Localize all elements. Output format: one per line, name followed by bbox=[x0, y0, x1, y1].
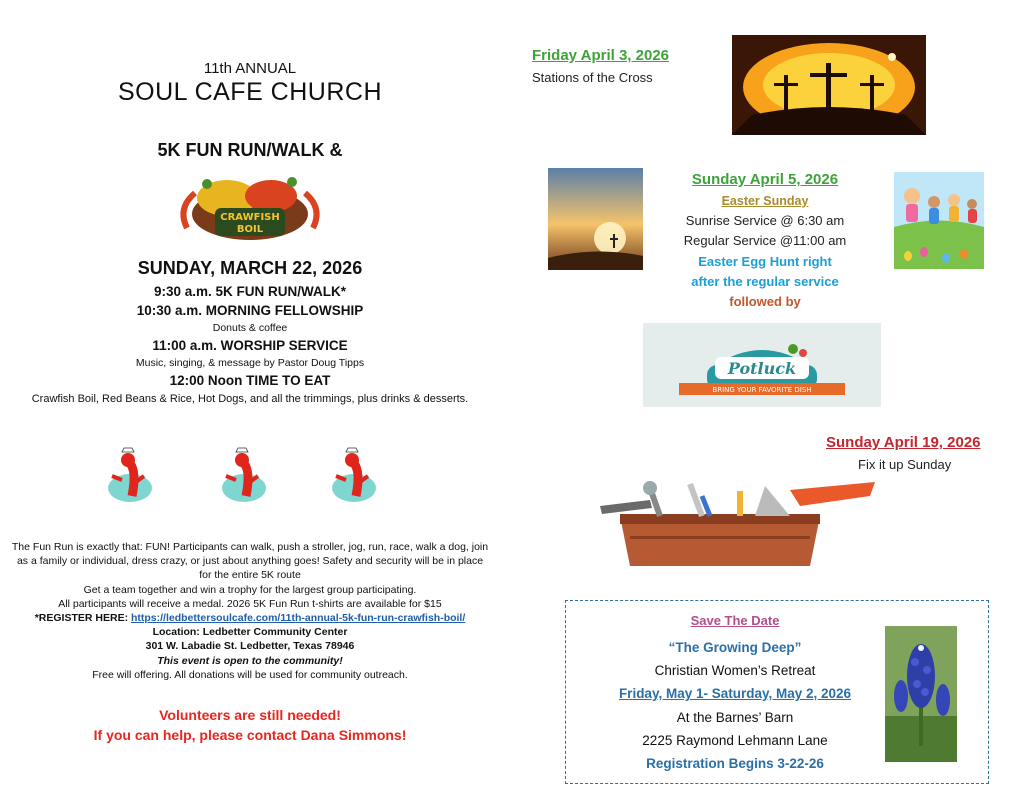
schedule-item: 9:30 a.m. 5K FUN RUN/WALK* bbox=[153, 284, 347, 299]
retreat-dates: Friday, May 1- Saturday, May 2, 2026 bbox=[618, 686, 852, 701]
svg-text:BOIL: BOIL bbox=[236, 224, 264, 235]
retreat-address: 2225 Raymond Lehmann Lane bbox=[642, 733, 828, 748]
open-to-community: This event is open to the community! bbox=[157, 654, 343, 667]
potluck-logo bbox=[643, 323, 881, 407]
menu-text: Crawfish Boil, Red Beans & Rice, Hot Dogs, and all the trimmings, plus drinks & desserts. bbox=[31, 393, 469, 405]
retreat-type: Christian Women’s Retreat bbox=[654, 663, 816, 678]
volunteers-needed: Volunteers are still needed! bbox=[159, 707, 341, 723]
register-label: *REGISTER HERE: bbox=[34, 612, 131, 625]
regular-service: Regular Service @11:00 am bbox=[683, 233, 847, 248]
location: Location: Ledbetter Community Center bbox=[152, 626, 348, 639]
crawfish-mascot-icon bbox=[322, 446, 384, 508]
friday-date: Friday April 3, 2026 bbox=[532, 47, 670, 64]
church-name: SOUL CAFE CHURCH bbox=[117, 78, 383, 106]
boil-logo-text: CRAWFISH bbox=[220, 212, 280, 223]
sunrise-service: Sunrise Service @ 6:30 am bbox=[685, 213, 845, 228]
sunday-april5-date: Sunday April 5, 2026 bbox=[691, 171, 839, 188]
fun-run-info bbox=[10, 540, 490, 682]
annual-label: 11th ANNUAL bbox=[203, 60, 297, 77]
crawfish-mascot-icon bbox=[212, 446, 274, 508]
crawfish-boil-logo bbox=[167, 168, 333, 246]
info-line: All participants will receive a medal. 2026 5K Fun Run t-shirts are available for $15 bbox=[58, 597, 442, 610]
registration-begins: Registration Begins 3-22-26 bbox=[646, 756, 824, 771]
volunteer-contact: If you can help, please contact Dana Simmons! bbox=[93, 727, 407, 743]
register-line bbox=[10, 611, 490, 625]
egg-hunt-kids-image bbox=[894, 172, 984, 269]
funrun-title: 5K FUN RUN/WALK & bbox=[157, 140, 343, 160]
address: 301 W. Labadie St. Ledbetter, Texas 78946 bbox=[145, 640, 355, 653]
potluck-tag: BRING YOUR FAVORITE DISH bbox=[712, 386, 812, 394]
bluebonnet-image bbox=[885, 626, 957, 762]
schedule-item: 12:00 Noon TIME TO EAT bbox=[169, 373, 331, 388]
egg-hunt-line2: after the regular service bbox=[691, 274, 839, 289]
toolbox-image bbox=[590, 476, 880, 568]
crawfish-mascot-icon bbox=[98, 446, 160, 508]
retreat-place: At the Barnes’ Barn bbox=[676, 710, 794, 725]
info-line: The Fun Run is exactly that: FUN! Participants can walk, push a stroller, jog, run, race, walk a dog, join as a family or individual, dress crazy, or just about anything goes! Safety and security will be in place for the entire 5K route bbox=[11, 541, 489, 582]
save-the-date-title: Save The Date bbox=[690, 613, 780, 628]
schedule-note: Donuts & coffee bbox=[212, 322, 288, 334]
easter-sunday-title: Easter Sunday bbox=[721, 194, 809, 208]
info-line: Get a team together and win a trophy for the largest group participating. bbox=[83, 583, 417, 596]
offering: Free will offering. All donations will be used for community outreach. bbox=[92, 668, 408, 681]
retreat-name: “The Growing Deep” bbox=[668, 640, 802, 655]
potluck-text: Potluck bbox=[727, 359, 797, 378]
sunday-april19-date: Sunday April 19, 2026 bbox=[826, 434, 981, 451]
schedule-item: 11:00 a.m. WORSHIP SERVICE bbox=[152, 338, 348, 353]
schedule-note: Music, singing, & message by Pastor Doug Tipps bbox=[135, 357, 365, 369]
crosses-image bbox=[732, 35, 926, 135]
schedule-item: 10:30 a.m. MORNING FELLOWSHIP bbox=[136, 303, 364, 318]
friday-event: Stations of the Cross bbox=[532, 70, 653, 85]
register-link[interactable]: https://ledbettersoulcafe.com/11th-annual-5k-fun-run-crawfish-boil/ bbox=[130, 612, 466, 625]
event-date: SUNDAY, MARCH 22, 2026 bbox=[137, 258, 363, 278]
fix-it-sunday: Fix it up Sunday bbox=[858, 457, 952, 472]
sunrise-cross-image bbox=[548, 168, 643, 270]
egg-hunt-line1: Easter Egg Hunt right bbox=[698, 254, 832, 269]
followed-by: followed by bbox=[729, 294, 801, 309]
